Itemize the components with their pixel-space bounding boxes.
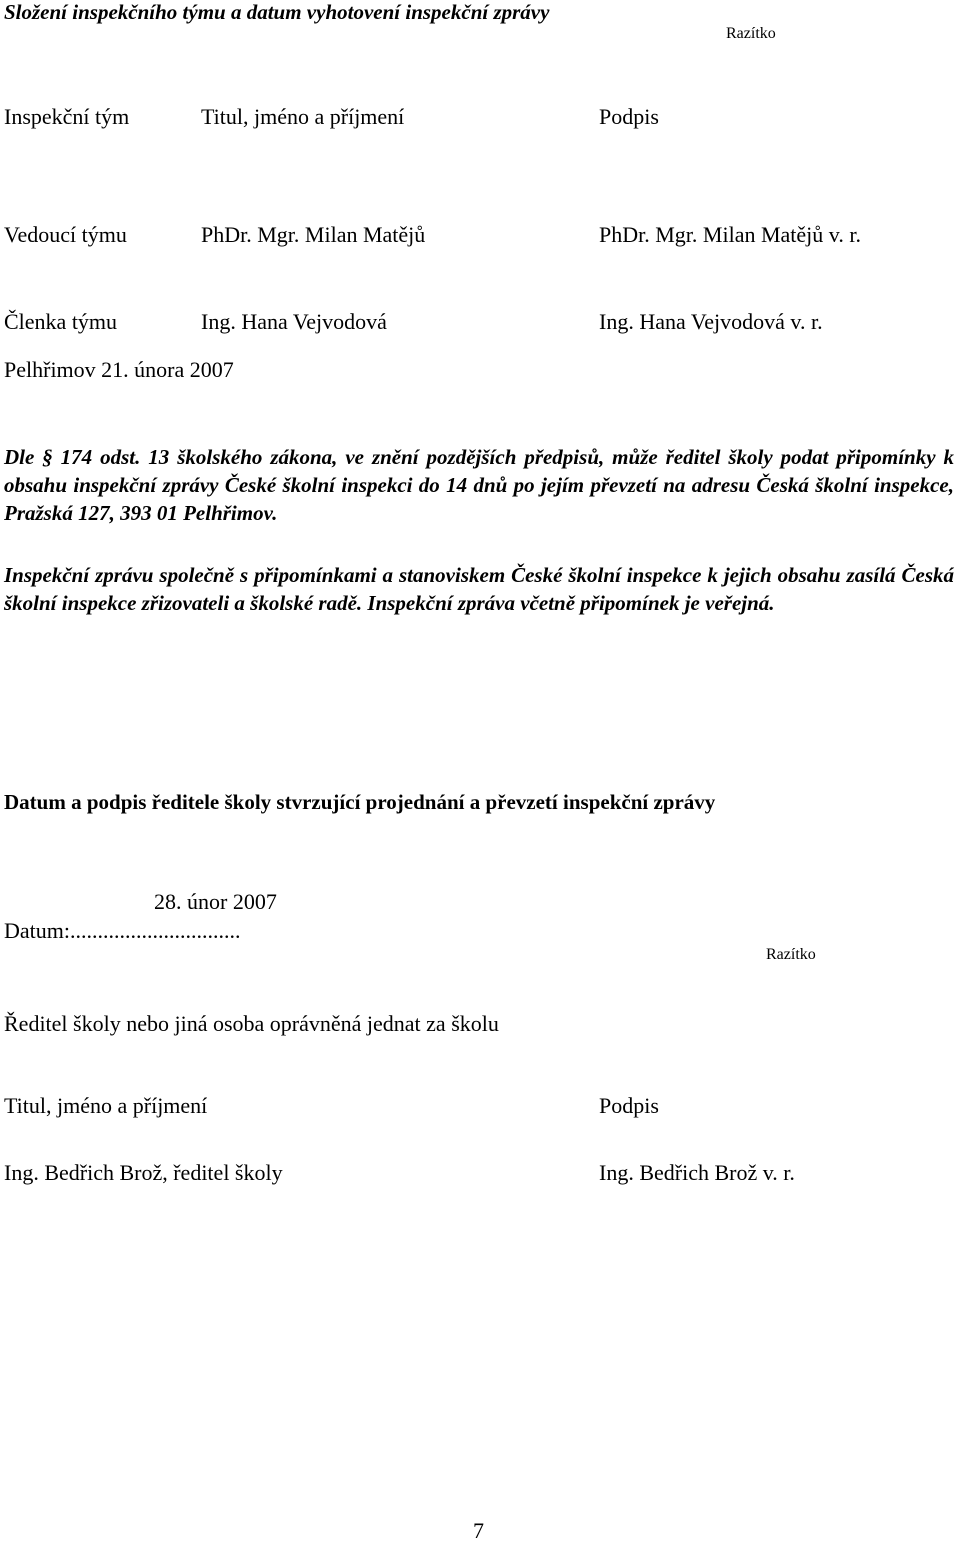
paragraph-objections: Dle § 174 odst. 13 školského zákona, ve znění pozdějších předpisů, může ředitel školy podat připomínky k obsahu inspekční zprávy České školní inspekci do 14 dnů po jejím převzetí na adresu Česká školní inspekce, Pražská 127, 393 01 Pelhřimov. bbox=[4, 445, 954, 525]
team-header-role: Inspekční tým bbox=[4, 104, 130, 129]
director-signature: Ing. Bedřich Brož v. r. bbox=[599, 1160, 795, 1185]
stamp-label-bottom: Razítko bbox=[766, 946, 816, 963]
section-heading: Složení inspekčního týmu a datum vyhotovení inspekční zprávy bbox=[4, 0, 550, 24]
team-row-role: Členka týmu bbox=[4, 309, 118, 334]
date-value: 28. únor 2007 bbox=[154, 889, 277, 914]
team-row-name: PhDr. Mgr. Milan Matějů bbox=[201, 222, 426, 247]
paragraph-publicity: Inspekční zprávu společně s připomínkami a stanoviskem České školní inspekce k jejich obsahu zasílá Česká školní inspekce zřizovateli a školské radě. Inspekční zpráva včetně připomínek je veřejná. bbox=[4, 563, 954, 615]
team-header-signature: Podpis bbox=[599, 104, 659, 129]
place-date: Pelhřimov 21. února 2007 bbox=[4, 357, 234, 382]
team-row-name: Ing. Hana Vejvodová bbox=[201, 309, 387, 334]
team-row-signature: Ing. Hana Vejvodová v. r. bbox=[599, 309, 823, 334]
date-label: Datum:............................... bbox=[4, 918, 241, 943]
director-caption: Ředitel školy nebo jiná osoba oprávněná jednat za školu bbox=[4, 1011, 499, 1036]
stamp-label-top: Razítko bbox=[726, 25, 776, 42]
page-number: 7 bbox=[473, 1518, 484, 1543]
director-heading: Datum a podpis ředitele školy stvrzující projednání a převzetí inspekční zprávy bbox=[4, 790, 716, 814]
director-header-name: Titul, jméno a příjmení bbox=[4, 1093, 208, 1118]
director-name: Ing. Bedřich Brož, ředitel školy bbox=[4, 1160, 283, 1185]
team-header-name: Titul, jméno a příjmení bbox=[201, 104, 405, 129]
director-header-signature: Podpis bbox=[599, 1093, 659, 1118]
team-row-signature: PhDr. Mgr. Milan Matějů v. r. bbox=[599, 222, 861, 247]
team-row-role: Vedoucí týmu bbox=[4, 222, 127, 247]
